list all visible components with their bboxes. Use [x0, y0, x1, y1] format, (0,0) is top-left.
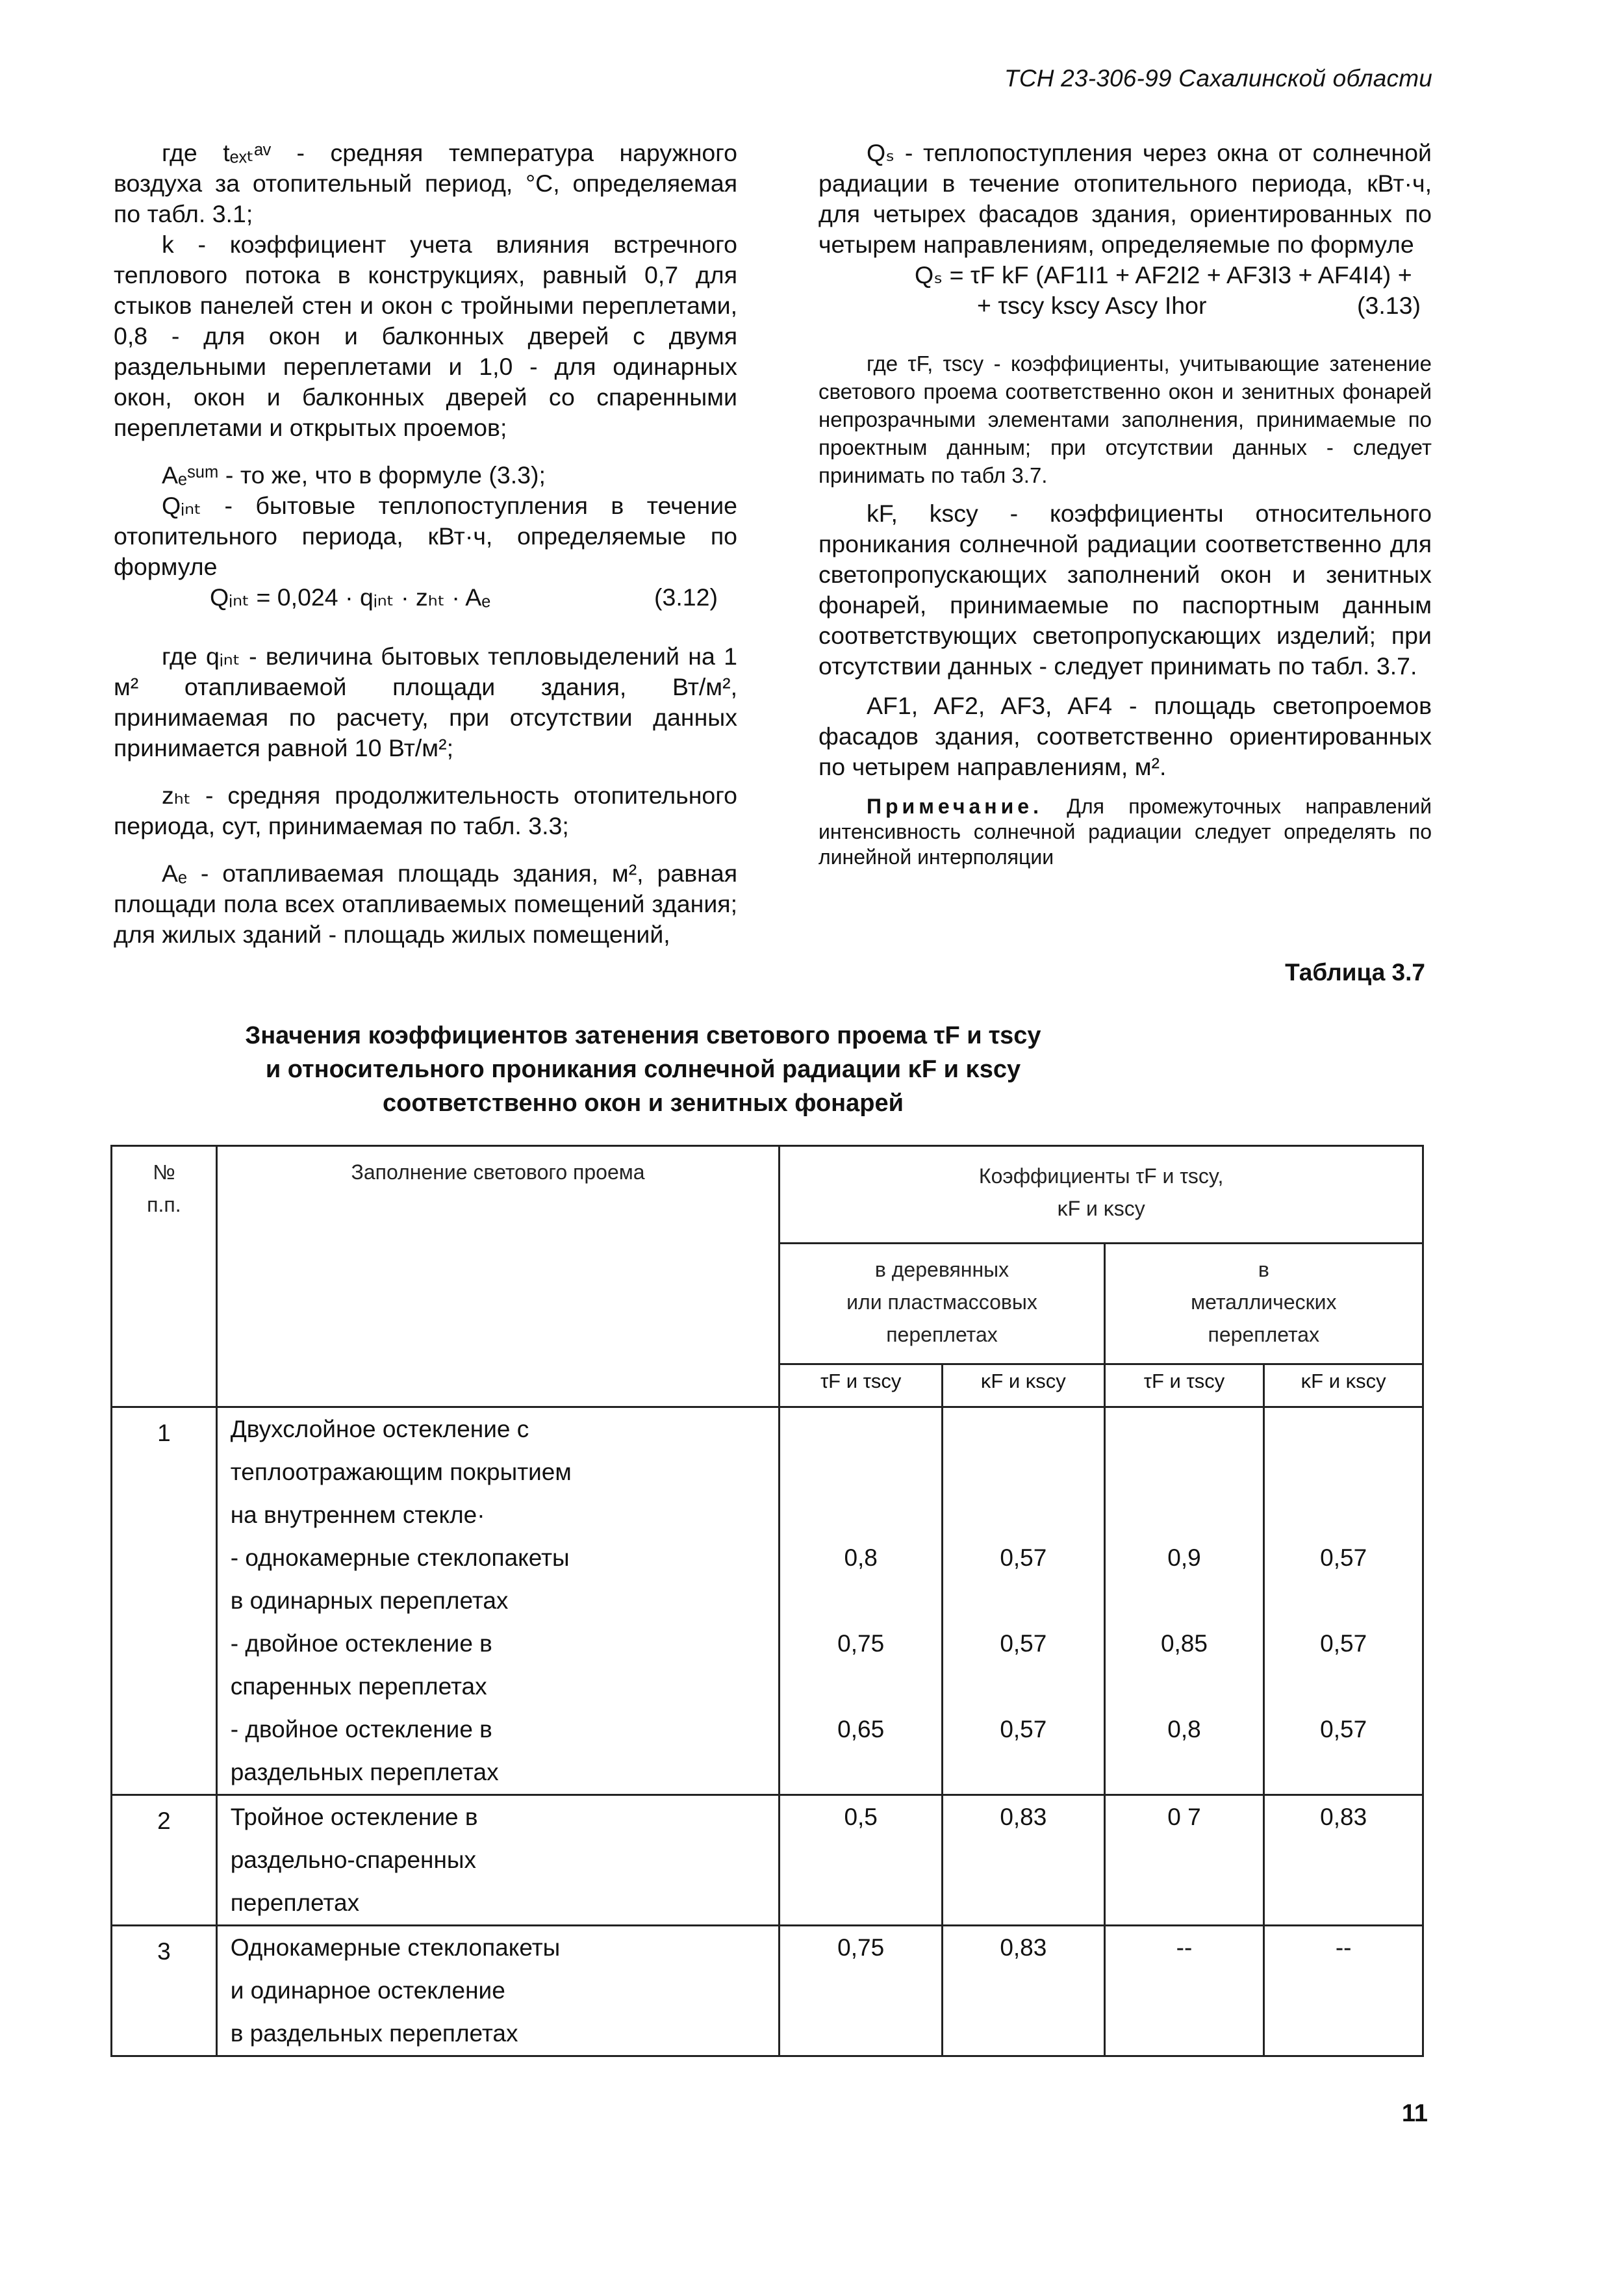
description-line: Однокамерные стеклопакеты [230, 1934, 561, 1961]
coefficient-value [1265, 1494, 1422, 1537]
coefficient-value: 0,8 [844, 1544, 878, 1571]
coefficient-value: 0,57 [1320, 1630, 1367, 1657]
coefficient-value [1265, 1579, 1422, 1622]
coefficient-value [943, 2012, 1104, 2055]
coefficient-value [780, 1451, 941, 1494]
formula-3-13-line1: Qₛ = τF kF (AF1I1 + AF2I2 + AF3I3 + AF4I4) + [915, 261, 1412, 288]
formula-3-12 [114, 582, 737, 613]
value-cell [943, 1926, 1105, 2056]
value-cell [943, 1795, 1105, 1926]
fill-description-cell [216, 1795, 780, 1926]
header-kappa: κF и κscy [943, 1364, 1105, 1407]
coefficient-value: 0,65 [837, 1716, 885, 1743]
header-text: переплетах [886, 1323, 998, 1346]
formula-text: Qᵢₙₜ = 0,024 · qᵢₙₜ · zₕₜ · Aₑ [210, 583, 491, 611]
description-line: - двойное остекление в [230, 1716, 492, 1743]
description-line: переплетах [230, 1889, 360, 1916]
coefficient-value [943, 1494, 1104, 1537]
formula-number: (3.13) [1357, 292, 1421, 319]
value-cell [1264, 1407, 1423, 1795]
header-text: или пластмассовых [846, 1290, 1037, 1314]
header-coef-cell [780, 1146, 1423, 1244]
formula-text: + τscy kscy Ascy Ihor [977, 292, 1207, 319]
header-text: переплетах [1208, 1323, 1320, 1346]
coefficient-value: 0,75 [837, 1630, 885, 1657]
coefficient-value [943, 1579, 1104, 1622]
coefficient-value [1265, 1451, 1422, 1494]
coefficient-value [780, 1839, 941, 1882]
description-line: раздельных переплетах [230, 1759, 499, 1785]
value-cell [1104, 1795, 1264, 1926]
value-cell [780, 1926, 943, 2056]
header-text: Коэффициенты τF и τscy, [978, 1164, 1224, 1188]
description-line: спаренных переплетах [230, 1673, 487, 1700]
coefficient-value: 0,83 [1000, 1934, 1047, 1961]
coefficient-value: 0,83 [1000, 1804, 1047, 1830]
coefficient-value: 0,57 [1000, 1630, 1047, 1657]
caption-line: соответственно окон и зенитных фонарей [383, 1090, 904, 1117]
coefficient-value [1106, 1579, 1263, 1622]
note-text: Для промежуточных направлений интенсивность солнечной радиации следует определять по линейной интерполяции [818, 795, 1432, 869]
coefficient-value: 0 7 [1167, 1804, 1201, 1830]
coefficient-value [943, 1408, 1104, 1451]
paragraph: где tₑₓₜᵃᵛ - средняя температура наружного воздуха за отопительный период, °С, определяемая по табл. 3.1; [114, 139, 737, 227]
description-line: - двойное остекление в [230, 1630, 492, 1657]
coefficient-value [1265, 1839, 1422, 1882]
coefficient-value: 0,83 [1320, 1804, 1367, 1830]
table-row [112, 1407, 1423, 1795]
coefficient-value: 0,5 [844, 1804, 878, 1830]
paragraph: k - коэффициент учета влияния встречного теплового потока в конструкциях, равный 0,7 для стыков панелей стен и окон с тройными переплетами, 0,8 - для окон и балконных дверей с двумя раздельными переплетами и 1,0 - для одинарных окон, окон и балконных дверей со спаренными переплетами и открытых проемов; [114, 231, 737, 441]
coefficient-value [943, 1451, 1104, 1494]
coefficient-value [1106, 1408, 1263, 1451]
header-text: в деревянных [874, 1258, 1009, 1281]
coefficient-value [1106, 1839, 1263, 1882]
coefficient-value [943, 1882, 1104, 1924]
coefficient-value [943, 1751, 1104, 1794]
coefficient-value [780, 1751, 941, 1794]
fill-description-cell [216, 1926, 780, 2056]
row-number-cell: 1 [112, 1407, 217, 1795]
paragraph: kF, kscy - коэффициенты относительного проникания солнечной радиации соответственно для светопропускающих заполнений окон и зенитных фонарей, принимаемые по паспортным данным соответствующих светопропускающих изделий; при отсутствии данных - следует принимать по табл. 3.7. [818, 500, 1432, 680]
coefficient-value [1106, 2012, 1263, 2055]
coefficient-value: -- [1176, 1934, 1193, 1961]
coefficient-value: -- [1335, 1934, 1352, 1961]
header-kappa: κF и κscy [1264, 1364, 1423, 1407]
header-number-cell [112, 1146, 217, 1407]
description-line: Тройное остекление в [230, 1804, 478, 1830]
coefficient-value [1265, 1751, 1422, 1794]
coefficient-value [1265, 1408, 1422, 1451]
coefficient-value [1106, 1665, 1263, 1708]
header-text: κF и κscy [1057, 1197, 1145, 1220]
value-cell [1104, 1407, 1264, 1795]
coefficient-value: 0,57 [1320, 1544, 1367, 1571]
coefficient-value [1106, 1451, 1263, 1494]
header-tau: τF и τscy [780, 1364, 943, 1407]
paragraph: где qᵢₙₜ - величина бытовых тепловыделений на 1 м² отапливаемой площади здания, Вт/м², принимаемая по расчету, при отсутствии данных принимается равной 10 Вт/м²; [114, 643, 737, 761]
right-column [818, 138, 1432, 870]
coefficient-value [943, 1969, 1104, 2012]
coefficient-value [780, 1494, 941, 1537]
formula-3-13-line2 [818, 290, 1432, 321]
paragraph: Qᵢₙₜ - бытовые теплопоступления в течение отопительного периода, кВт·ч, определяемые по формуле [114, 492, 737, 580]
description-line: Двухслойное остекление с [230, 1416, 529, 1442]
paragraph: AF1, AF2, AF3, AF4 - площадь светопроемов фасадов здания, соответственно ориентированных по четырем направлениям, м². [818, 692, 1432, 780]
row-number-cell: 3 [112, 1926, 217, 2056]
coefficient-value [780, 1579, 941, 1622]
coefficient-value [1106, 1751, 1263, 1794]
coefficient-value [780, 2012, 941, 2055]
caption-line: Значения коэффициентов затенения светового проема τF и τscy [245, 1022, 1041, 1049]
value-cell [780, 1407, 943, 1795]
description-line: в одинарных переплетах [230, 1587, 509, 1614]
value-cell [1264, 1795, 1423, 1926]
paragraph: Aₑ - отапливаемая площадь здания, м², равная площади пола всех отапливаемых помещений здания; для жилых зданий - площадь жилых помещений, [114, 860, 737, 948]
coefficients-table [110, 1145, 1424, 2057]
description-line: в раздельных переплетах [230, 2020, 518, 2047]
formula-number: (3.12) [654, 583, 718, 611]
left-column [114, 138, 737, 950]
table-row [112, 1795, 1423, 1926]
coefficient-value: 0,75 [837, 1934, 885, 1961]
table-row [112, 1926, 1423, 2056]
page-number: 11 [1401, 2100, 1428, 2127]
header-tau: τF и τscy [1104, 1364, 1264, 1407]
value-cell [1264, 1926, 1423, 2056]
coefficient-value [1106, 1882, 1263, 1924]
coefficient-value [780, 1665, 941, 1708]
header-fill-cell [216, 1146, 780, 1407]
value-cell [780, 1795, 943, 1926]
coefficient-value: 0,57 [1320, 1716, 1367, 1743]
coefficient-value: 0,85 [1160, 1630, 1208, 1657]
header-metal-cell [1104, 1244, 1423, 1364]
paragraph: где τF, τscy - коэффициенты, учитывающие затенение светового проема соответственно окон и зенитных фонарей непрозрачными элементами заполнения, принимаемые по проектным данным; при отсутствии данных - следует принимать по табл 3.7. [818, 351, 1432, 487]
header-text: Заполнение светового проема [351, 1160, 645, 1184]
coefficient-value [780, 1408, 941, 1451]
value-cell [943, 1407, 1105, 1795]
description-line: на внутреннем стекле· [230, 1501, 485, 1528]
coefficient-value: 0,57 [1000, 1544, 1047, 1571]
paragraph: Aₑˢᵘᵐ - то же, что в формуле (3.3); [162, 461, 546, 489]
coefficient-value [943, 1665, 1104, 1708]
coefficient-value [1265, 1665, 1422, 1708]
paragraph: zₕₜ - средняя продолжительность отопительного периода, сут, принимаемая по табл. 3.3; [114, 782, 737, 839]
note-label: Примечание. [867, 795, 1043, 818]
note [818, 794, 1432, 870]
header-text: металлических [1191, 1290, 1337, 1314]
description-line: - однокамерные стеклопакеты [230, 1544, 570, 1571]
coefficient-value [1106, 1494, 1263, 1537]
coefficient-value [780, 1882, 941, 1924]
fill-description-cell [216, 1407, 780, 1795]
description-line: теплоотражающим покрытием [230, 1459, 572, 1485]
coefficient-value: 0,9 [1167, 1544, 1201, 1571]
header-text: п.п. [147, 1193, 181, 1216]
coefficient-value: 0,8 [1167, 1716, 1201, 1743]
header-text: в [1258, 1258, 1269, 1281]
coefficient-value [943, 1839, 1104, 1882]
caption-line: и относительного проникания солнечной радиации κF и κscy [265, 1056, 1021, 1083]
coefficient-value [1265, 1969, 1422, 2012]
coefficient-value: 0,57 [1000, 1716, 1047, 1743]
value-cell [1104, 1926, 1264, 2056]
description-line: раздельно-спаренных [230, 1846, 476, 1873]
coefficient-value [1265, 2012, 1422, 2055]
paragraph: Qₛ - теплопоступления через окна от солнечной радиации в течение отопительного периода, кВт·ч, для четырех фасадов здания, ориентированных по четырем направлениям, определяемые по формуле [818, 139, 1432, 258]
coefficient-value [1106, 1969, 1263, 2012]
coefficient-value [1265, 1882, 1422, 1924]
header-text: № [153, 1160, 175, 1184]
row-number-cell: 2 [112, 1795, 217, 1926]
table-number: Таблица 3.7 [1285, 959, 1425, 986]
header-wood-cell [780, 1244, 1104, 1364]
table-caption [149, 1019, 1137, 1120]
coefficient-value [780, 1969, 941, 2012]
description-line: и одинарное остекление [230, 1977, 505, 2004]
document-header: ТСН 23-306-99 Сахалинской области [1004, 65, 1432, 92]
